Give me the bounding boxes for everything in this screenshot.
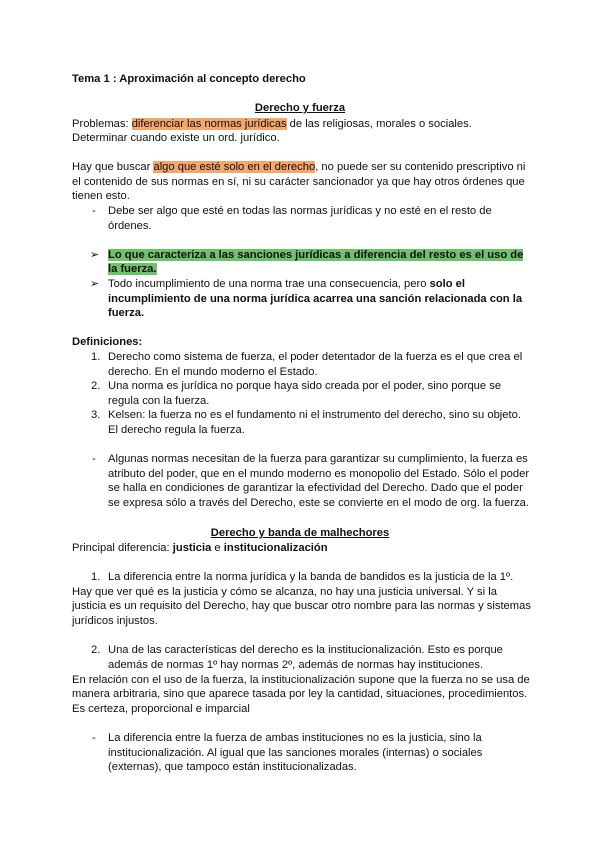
list-item-line: Una norma es jurídica no porque haya sido creada por el poder, sino porque se [108, 380, 502, 392]
section-heading-derecho-fuerza: Derecho y fuerza [254, 102, 346, 114]
dash-item-line: La diferencia entre la fuerza de ambas instituciones no es la justicia, sino la [108, 732, 482, 744]
list-item-line: regula con la fuerza. [108, 395, 210, 407]
paragraph-line: Hay que ver qué es la justicia y cómo se alcanza, no hay una justicia universal. Y si la [72, 586, 497, 598]
paragraph-line: Es certeza, proporcional e imparcial [72, 703, 250, 715]
paragraph-line: manera arbitraria, sino que aparece tasada por ley la cantidad, situaciones, procedimientos. [72, 688, 528, 700]
arrow-item-line: Todo incumplimiento de una norma trae una consecuencia, pero solo el [108, 278, 465, 290]
dash-bullet: - [92, 732, 96, 744]
arrow-item-line [108, 248, 523, 262]
arrow-bullet-icon: ➢ [90, 278, 100, 290]
arrow-item-line [108, 262, 157, 276]
arrow-bullet-icon: ➢ [90, 249, 100, 261]
highlight-algo-solo-derecho: algo que esté solo en el derecho [153, 161, 316, 173]
dash-item-line: órdenes. [108, 220, 152, 232]
list-item-line: además de normas 1º hay normas 2º, además de normas hay instituciones. [108, 659, 484, 671]
list-item-line: Una de las características del derecho es la institucionalización. Esto es porque [108, 644, 503, 656]
problemas-line: Problemas: diferenciar las normas jurídicas de las religiosas, morales o sociales. [72, 118, 472, 130]
dash-item-line: se halla en condiciones de garantizar la efectividad del Derecho. Dado que el poder [108, 482, 523, 494]
dash-item-line: Debe ser algo que esté en todas las normas jurídicas y no esté en el resto de [108, 205, 492, 217]
paragraph-line: En relación con el uso de la fuerza, la institucionalización supone que la fuerza no se usa de [72, 674, 530, 686]
dash-item-line: institucionalización. Al igual que las sanciones morales (internas) o sociales [108, 747, 483, 759]
paragraph-line: el contenido de sus normas en sí, ni su carácter sancionador ya que hay otros órdenes que [72, 176, 525, 188]
list-number: 1. [91, 351, 101, 363]
list-number: 2. [91, 644, 101, 656]
highlight-diferenciar: diferenciar las normas jurídicas [131, 118, 287, 130]
document-title: Tema 1 : Aproximación al concepto derecho [72, 73, 306, 85]
dash-item-line: se expresa sólo a través del Derecho, este se convierte en el modo de org. la fuerza. [108, 497, 530, 509]
paragraph-line: Hay que buscar algo que esté solo en el derecho, no puede ser su contenido prescriptivo ni [72, 161, 526, 173]
dash-bullet: - [92, 205, 96, 217]
list-number: 2. [91, 380, 101, 392]
dash-item-line: atributo del poder, que en el mundo moderno es monopolio del Estado. Sólo el poder [108, 468, 530, 480]
arrow-item-line: incumplimiento de una norma jurídica acarrea una sanción relacionada con la [108, 293, 523, 305]
paragraph-line: justicia es un requisito del Derecho, hay que buscar otro nombre para las normas y sistemas [72, 600, 531, 612]
determinar-line: Determinar cuando existe un ord. jurídico. [72, 132, 280, 144]
dash-item-line: Algunas normas necesitan de la fuerza para garantizar su cumplimiento, la fuerza es [108, 453, 528, 465]
dash-item-line: (externas), que tampoco están institucionalizadas. [108, 761, 357, 773]
highlight-la-fuerza: la fuerza. [108, 263, 157, 275]
list-number: 1. [91, 571, 101, 583]
list-item-line: El derecho regula la fuerza. [108, 424, 245, 436]
dash-bullet: - [92, 453, 96, 465]
highlight-caracteriza: Lo que caracteriza a las sanciones jurídicas a diferencia del resto es el uso de [108, 249, 524, 261]
section-heading-banda-malhechores: Derecho y banda de malhechores [210, 527, 390, 539]
paragraph-line: jurídicos injustos. [72, 615, 158, 627]
list-item-line: Derecho como sistema de fuerza, el poder detentador de la fuerza es el que crea el [108, 351, 523, 363]
definiciones-heading: Definiciones: [72, 336, 143, 348]
list-number: 3. [91, 409, 101, 421]
list-item-line: derecho. En el mundo moderno el Estado. [108, 366, 318, 378]
paragraph-line: tienen esto. [72, 190, 130, 202]
list-item-line: Kelsen: la fuerza no es el fundamento ni el instrumento del derecho, sino su objeto. [108, 409, 521, 421]
list-item-line: La diferencia entre la norma jurídica y la banda de bandidos es la justicia de la 1º. [108, 571, 514, 583]
principal-diferencia-line: Principal diferencia: justicia e institucionalización [72, 542, 328, 554]
arrow-item-line: fuerza. [108, 307, 145, 319]
